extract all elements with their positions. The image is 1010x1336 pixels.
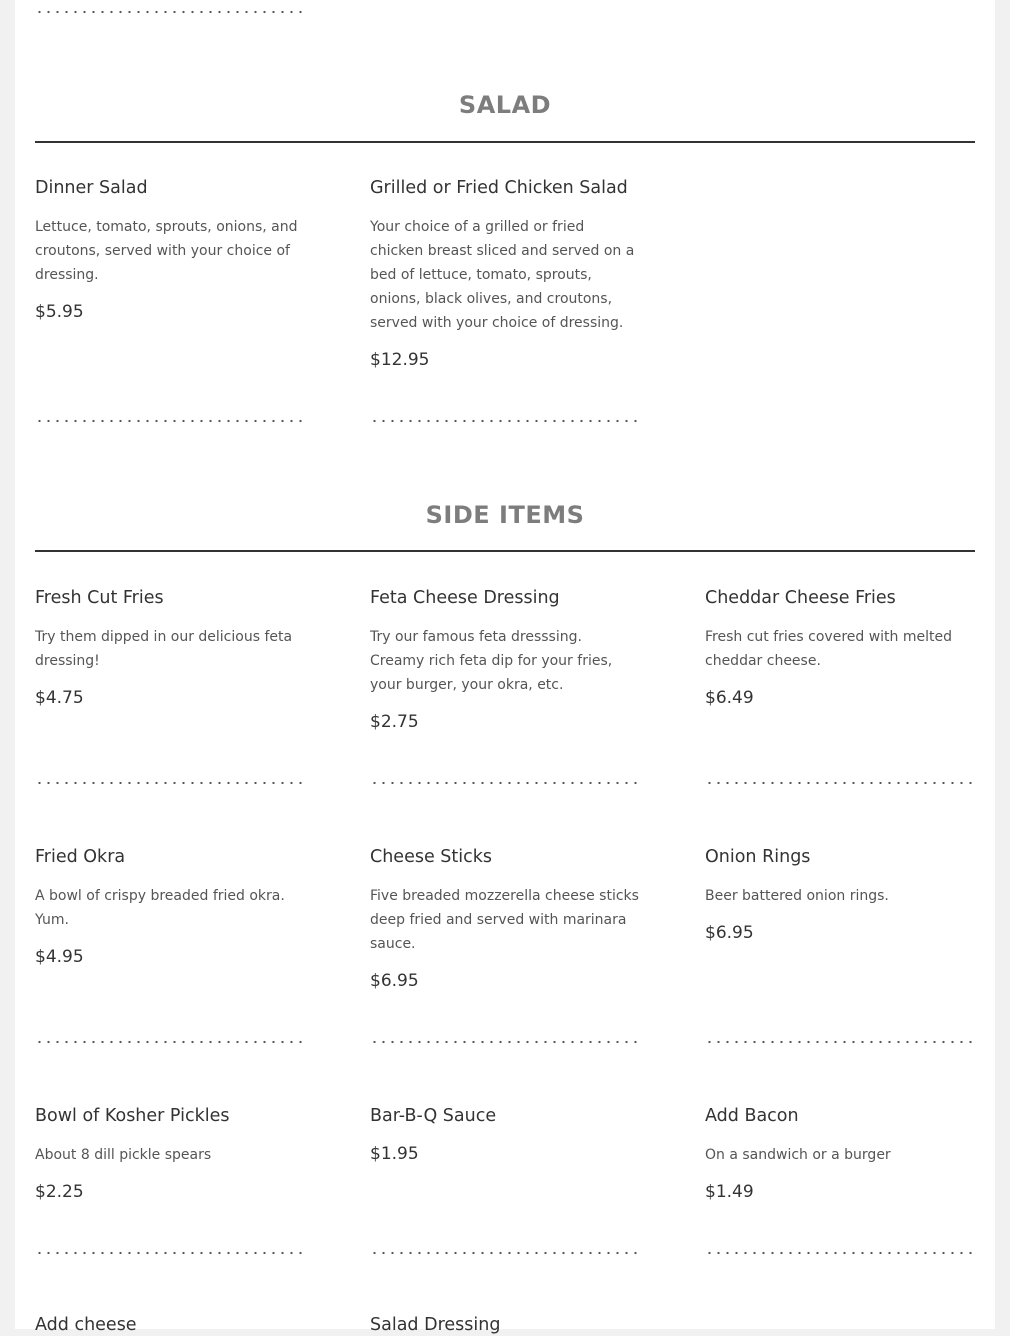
dotted-divider — [35, 418, 305, 424]
item-description: About 8 dill pickle spears — [35, 1147, 212, 1163]
item-name: Dinner Salad — [35, 178, 148, 198]
item-price: $12.95 — [370, 350, 430, 370]
item-name: Feta Cheese Dressing — [370, 588, 560, 608]
item-name: Cheddar Cheese Fries — [705, 588, 896, 608]
item-price: $1.95 — [370, 1144, 419, 1164]
item-price: $5.95 — [35, 302, 84, 322]
item-description: Fresh cut fries covered with melted cheddar cheese. — [705, 629, 952, 669]
dotted-divider — [705, 1250, 975, 1256]
item-price: $4.75 — [35, 688, 84, 708]
menu-item — [35, 177, 305, 323]
item-price: $6.95 — [370, 971, 419, 991]
menu-item — [35, 1105, 305, 1203]
item-price: $2.75 — [370, 712, 419, 732]
item-description: Your choice of a grilled or fried chicken breast sliced and served on a bed of lettuce, tomato, sprouts, onions, black olives, and croutons, served with your choice of dressing. — [370, 219, 635, 331]
menu-item — [35, 846, 305, 968]
item-description: Five breaded mozzerella cheese sticks deep fried and served with marinara sauce. — [370, 888, 639, 952]
item-description: Lettuce, tomato, sprouts, onions, and croutons, served with your choice of dressing. — [35, 219, 298, 283]
menu-item — [705, 846, 975, 944]
section-title-salad: SALAD — [458, 91, 552, 119]
item-name: Bowl of Kosher Pickles — [35, 1106, 230, 1126]
item-description: On a sandwich or a burger — [705, 1147, 891, 1163]
item-description: A bowl of crispy breaded fried okra. Yum. — [35, 888, 285, 928]
section-rule — [35, 550, 975, 552]
item-name: Onion Rings — [705, 847, 811, 867]
item-name: Add Bacon — [705, 1106, 799, 1126]
dotted-divider — [370, 1250, 640, 1256]
dotted-divider — [370, 418, 640, 424]
item-price: $2.25 — [35, 1182, 84, 1202]
menu-item — [370, 177, 640, 371]
dotted-divider — [705, 780, 975, 786]
item-name: Bar-B-Q Sauce — [370, 1106, 497, 1126]
item-name: Fresh Cut Fries — [35, 588, 164, 608]
menu-item — [370, 587, 640, 733]
item-name: Fried Okra — [35, 847, 126, 867]
dotted-divider — [35, 1039, 305, 1045]
item-description: Beer battered onion rings. — [705, 888, 889, 904]
menu-item — [705, 587, 975, 709]
menu-page — [15, 0, 995, 1335]
menu-item — [35, 587, 305, 709]
item-description: Try them dipped in our delicious feta dressing! — [35, 629, 293, 669]
dotted-divider — [35, 9, 305, 15]
menu-item — [705, 1105, 975, 1203]
menu-item — [370, 1105, 640, 1165]
item-name: Grilled or Fried Chicken Salad — [370, 178, 628, 198]
item-price: $4.95 — [35, 947, 84, 967]
dotted-divider — [370, 1039, 640, 1045]
section-title-side-items: SIDE ITEMS — [425, 501, 585, 529]
dotted-divider — [705, 1039, 975, 1045]
section-rule — [35, 141, 975, 143]
menu-item — [370, 846, 640, 992]
item-price: $6.49 — [705, 688, 754, 708]
item-name: Add cheese — [35, 1315, 137, 1335]
dotted-divider — [35, 780, 305, 786]
item-name: Salad Dressing — [370, 1315, 501, 1335]
dotted-divider — [370, 780, 640, 786]
item-name: Cheese Sticks — [370, 847, 492, 867]
item-price: $1.49 — [705, 1182, 754, 1202]
item-description: Try our famous feta dresssing. Creamy rich feta dip for your fries, your burger, your okra, etc. — [370, 629, 613, 693]
item-price: $6.95 — [705, 923, 754, 943]
dotted-divider — [35, 1250, 305, 1256]
